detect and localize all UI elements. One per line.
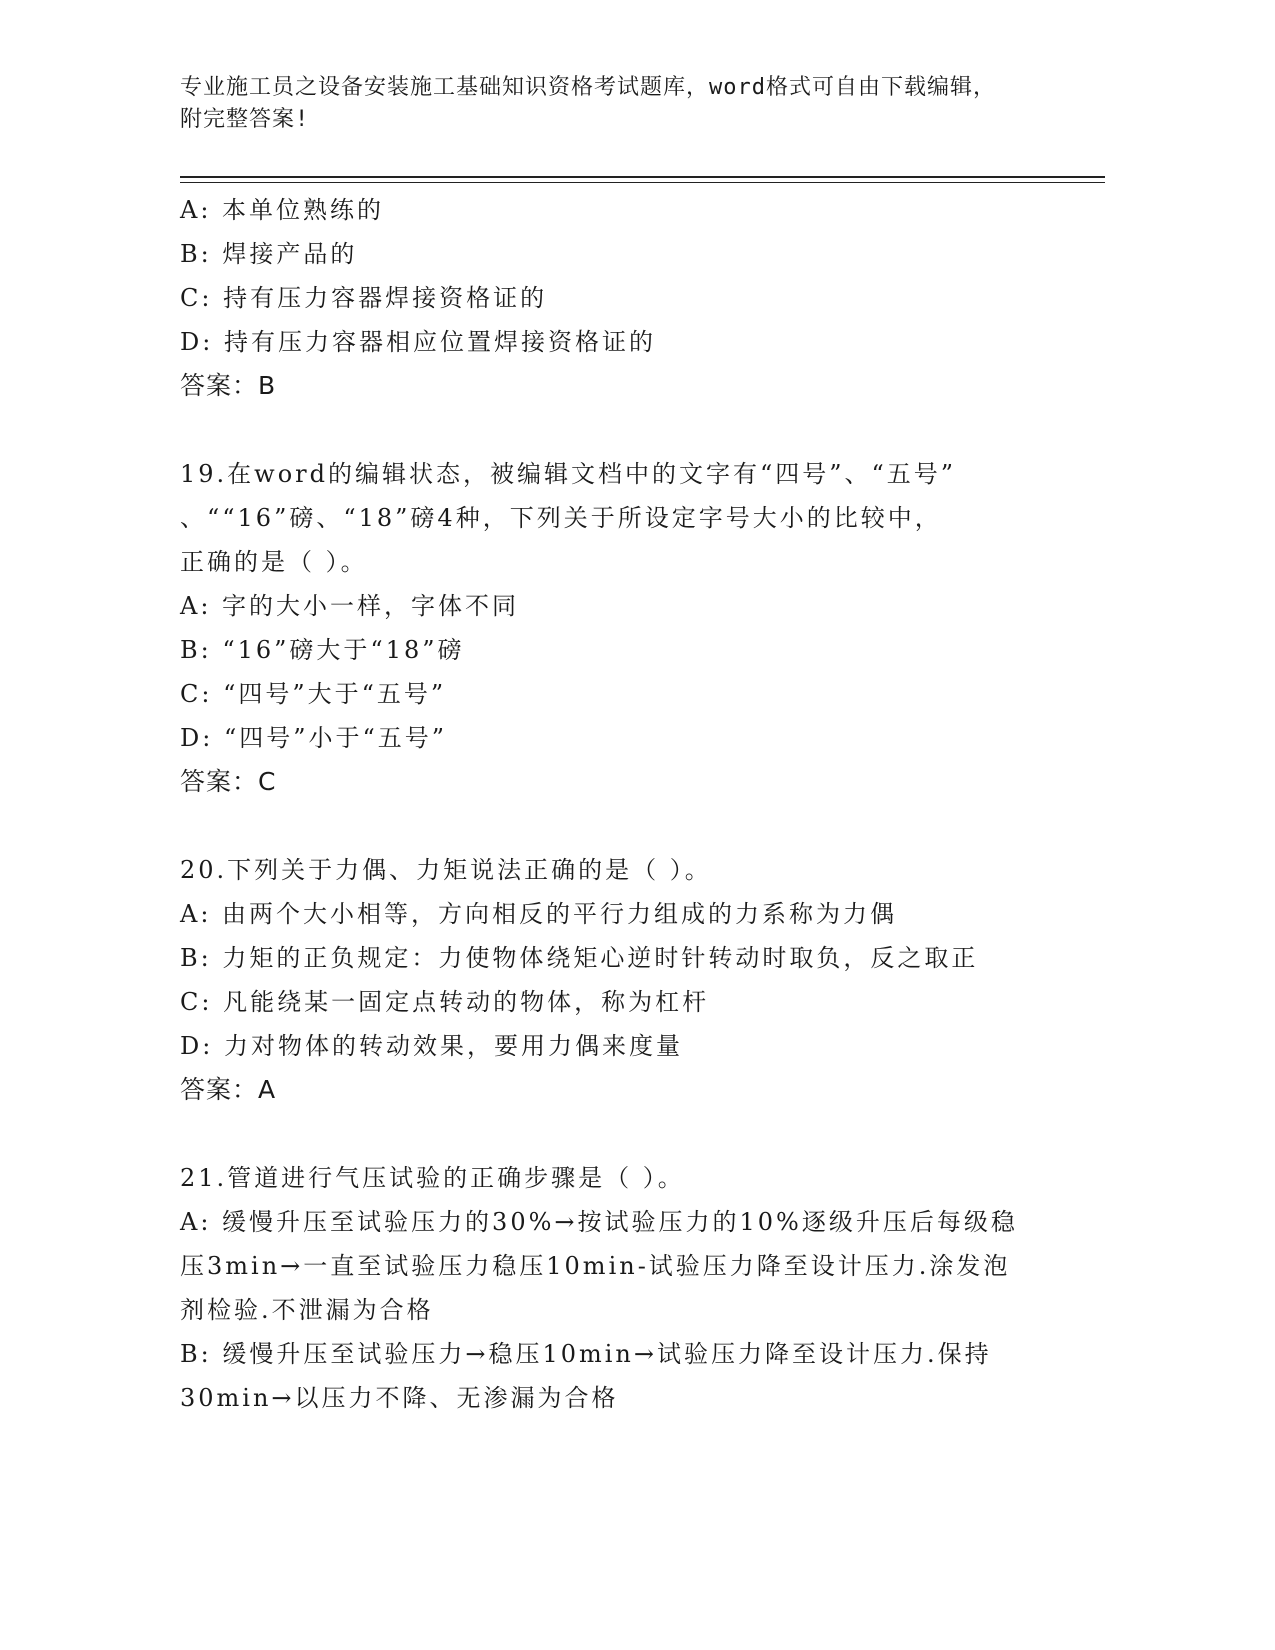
- header-line-2: 附完整答案!: [180, 107, 310, 132]
- q19-stem-line-1: 19.在word的编辑状态，被编辑文档中的文字有“四号”、“五号”: [180, 460, 957, 488]
- header-line-1: 专业施工员之设备安装施工基础知识资格考试题库，word格式可自由下载编辑，: [180, 75, 996, 100]
- question-19-block: [180, 452, 1100, 804]
- spacer: [180, 1112, 1100, 1156]
- question-21-block: [180, 1156, 1100, 1420]
- spacer: [180, 408, 1100, 452]
- spacer: [180, 804, 1100, 848]
- q21-stem-line-1: 21.管道进行气压试验的正确步骤是（ ）。: [180, 1164, 685, 1192]
- q21-option-a-line-2: 压3min→一直至试验压力稳压10min-试验压力降至设计压力.涂发泡: [180, 1252, 1011, 1280]
- q19-option-c: C: “四号”大于“五号”: [180, 680, 447, 708]
- header-divider-thin: [180, 182, 1105, 183]
- q21-option-b-line-1: B: 缓慢升压至试验压力→稳压10min→试验压力降至设计压力.保持: [180, 1340, 992, 1368]
- header-divider-thick: [180, 176, 1105, 178]
- q20-option-c: C: 凡能绕某一固定点转动的物体，称为杠杆: [180, 988, 710, 1016]
- q18-answer: 答案：B: [180, 371, 277, 400]
- q20-stem-line-1: 20.下列关于力偶、力矩说法正确的是（ ）。: [180, 856, 712, 884]
- q18-option-b: B: 焊接产品的: [180, 240, 358, 268]
- q19-stem-line-2: 、““16”磅、“18”磅4种，下列关于所设定字号大小的比较中，: [180, 504, 942, 532]
- q18-option-d: D: 持有压力容器相应位置焊接资格证的: [180, 328, 656, 356]
- q20-option-b: B: 力矩的正负规定：力使物体绕矩心逆时针转动时取负，反之取正: [180, 944, 979, 972]
- q18-option-a: A: 本单位熟练的: [180, 196, 385, 224]
- q19-option-b: B: “16”磅大于“18”磅: [180, 636, 465, 664]
- q18-option-c: C: 持有压力容器焊接资格证的: [180, 284, 548, 312]
- question-20-block: [180, 848, 1100, 1112]
- q21-option-b-line-2: 30min→以压力不降、无渗漏为合格: [180, 1384, 619, 1412]
- q19-stem-line-3: 正确的是（ ）。: [180, 548, 368, 576]
- q20-option-a: A: 由两个大小相等，方向相反的平行力组成的力系称为力偶: [180, 900, 898, 928]
- q20-answer: 答案：A: [180, 1075, 277, 1104]
- q20-option-d: D: 力对物体的转动效果，要用力偶来度量: [180, 1032, 683, 1060]
- q19-option-a: A: 字的大小一样，字体不同: [180, 592, 520, 620]
- question-18-block: [180, 188, 1100, 408]
- question-list: [180, 188, 1100, 1420]
- q21-option-a-line-3: 剂检验.不泄漏为合格: [180, 1296, 434, 1324]
- q19-answer: 答案：C: [180, 767, 277, 796]
- q19-option-d: D: “四号”小于“五号”: [180, 724, 448, 752]
- document-header: [180, 72, 1100, 136]
- q21-option-a-line-1: A: 缓慢升压至试验压力的30%→按试验压力的10%逐级升压后每级稳: [180, 1208, 1018, 1236]
